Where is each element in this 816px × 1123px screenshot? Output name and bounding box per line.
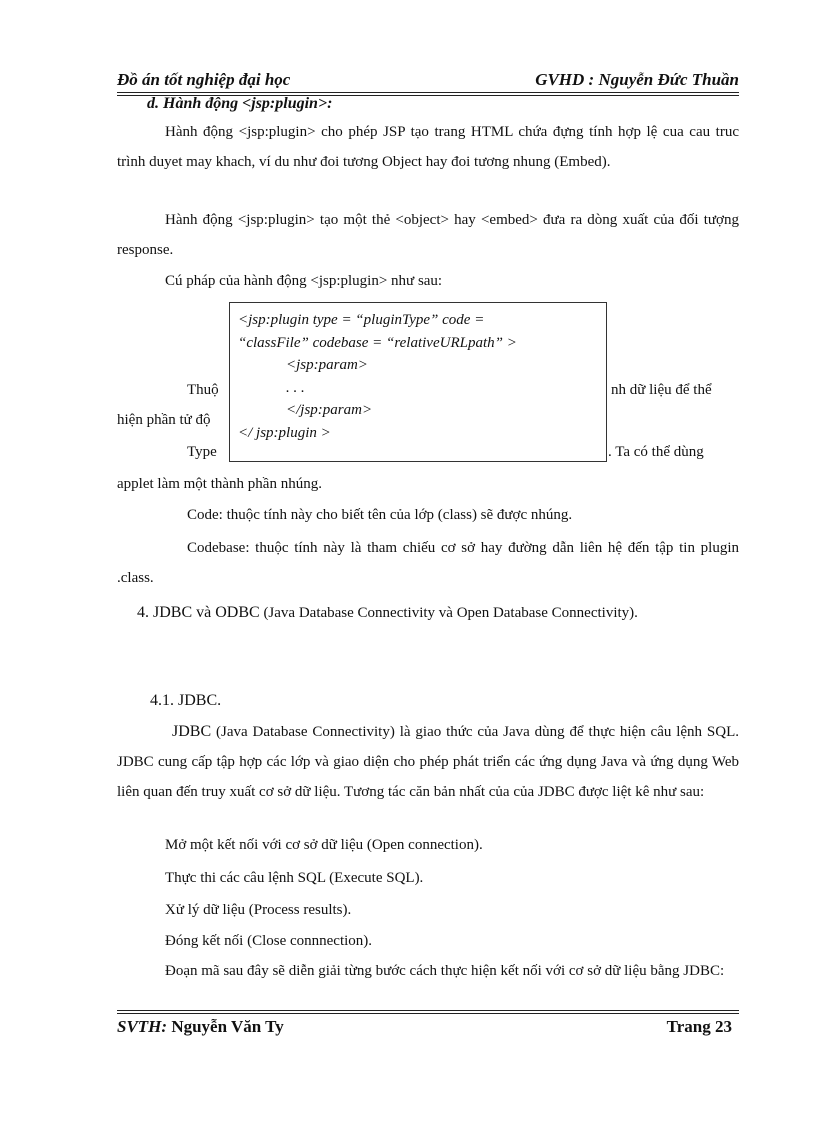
code-line: “classFile” codebase = “relativeURLpath” > [238,334,517,351]
paragraph-code: Code: thuộc tính này cho biết tên của lớp (class) sẽ được nhúng. [187,507,573,523]
code-line: </jsp:param> [286,402,373,418]
header-advisor: GVHD : Nguyễn Đức Thuần [535,70,739,89]
list-item: Mở một kết nối với cơ sở dữ liệu (Open connection). [165,837,483,853]
list-item: Thực thi các câu lệnh SQL (Execute SQL). [165,870,424,886]
jdbc-term: JDBC [172,723,212,740]
paragraph-applet: applet làm một thành phần nhúng. [117,476,322,492]
paragraph-plugin-intro: Hành động <jsp:plugin> cho phép JSP tạo trang HTML chứa đựng tính hợp lệ cua cau truc trình duyet may khach, ví du như đoi tương Object hay đoi tương nhung (Embed). [117,124,739,170]
jdbc-intro-text: (Java Database Connectivity) là giao thức của Java dùng để thực hiện câu lệnh SQL. JDBC cung cấp tập hợp các lớp và giao diện cho phép phát triển các ứng dụng Java và ứng dụng Web liên quan đến truy xuất cơ sở dữ liệu. Tương tác căn bản nhất của của JDBC được liệt kê như sau: [117,724,740,800]
footer-rule-2 [117,1013,739,1014]
header-title: Đồ án tốt nghiệp đại học [117,70,291,89]
section-4-heading [137,598,638,628]
paragraph-jdbc-closing: Đoạn mã sau đây sẽ diễn giải từng bước cách thực hiện kết nối với cơ sở dữ liệu bằng JDBC: [165,963,725,979]
code-syntax-box [229,302,607,462]
code-line: <jsp:param> [286,357,368,373]
footer-label: SVTH: [117,1017,168,1036]
paragraph-thuoc-start: Thuộ [187,382,219,398]
footer-rule [117,1010,739,1011]
paragraph-codebase: Codebase: thuộc tính này là tham chiếu cơ sở hay đường dẫn liên hệ đến tập tin plugin .class. [117,540,739,586]
subheading: d. Hành động <jsp:plugin>: [147,95,333,112]
paragraph-hien-start: hiện phần tử độ [117,412,211,428]
section-4-rest: (Java Database Connectivity và Open Database Connectivity). [263,605,638,621]
list-item: Đóng kết nối (Close connnection). [165,933,373,949]
list-item: Xử lý dữ liệu (Process results). [165,902,352,918]
code-line: </ jsp:plugin > [238,424,331,441]
code-line: <jsp:plugin type = “pluginType” code = [238,312,485,328]
section-4-number: 4. JDBC và ODBC [137,604,260,621]
paragraph-thuoc-end: nh dữ liệu để thể [611,382,712,398]
footer-name: Nguyễn Văn Ty [171,1017,284,1036]
footer-page-number: Trang 23 [666,1017,732,1036]
paragraph-type-end: . Ta có thể dùng [608,444,704,460]
paragraph-type-start: Type [187,444,217,460]
section-4-1-heading: 4.1. JDBC. [150,692,222,709]
header-rule [117,92,739,93]
footer-student [117,1017,284,1037]
paragraph-syntax: Cú pháp của hành động <jsp:plugin> như sau: [165,273,443,289]
paragraph-plugin-output: Hành động <jsp:plugin> tạo một thẻ <object> hay <embed> đưa ra dòng xuất của đối tượng response. [117,212,739,258]
paragraph-jdbc-intro [117,717,739,807]
code-line: . . . [286,379,305,396]
